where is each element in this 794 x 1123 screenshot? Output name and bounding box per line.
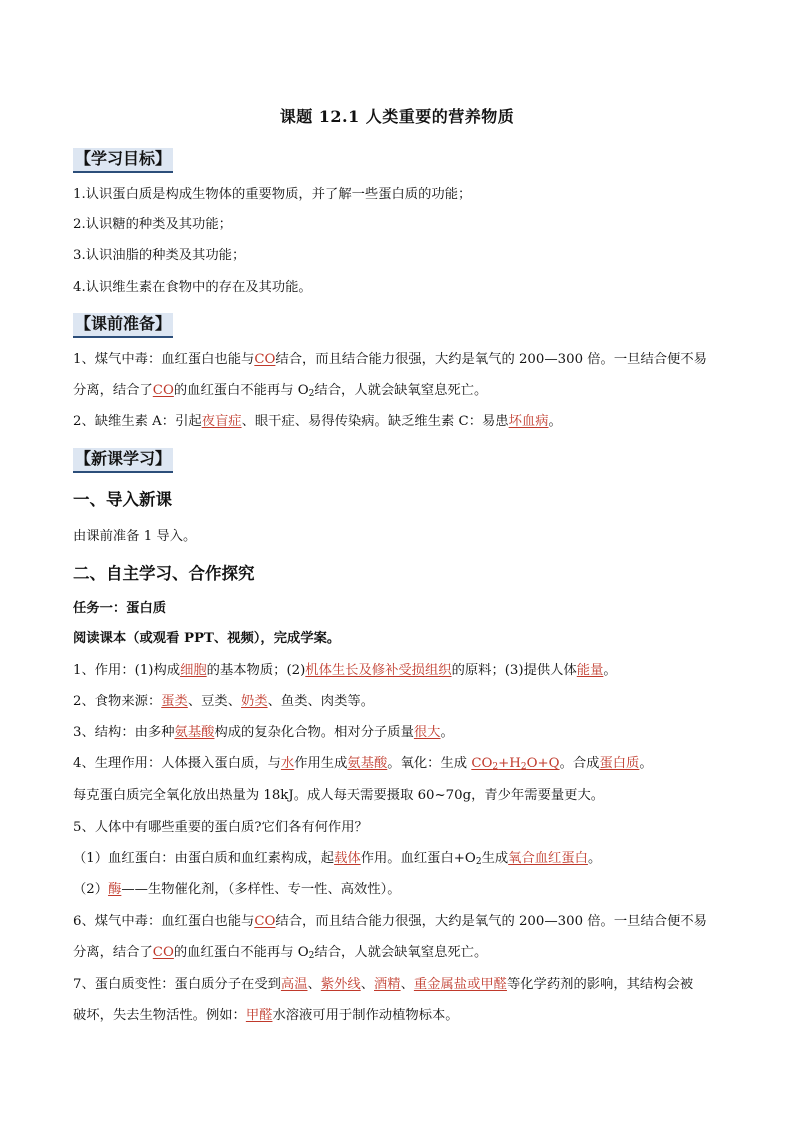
answer-blank: 载体: [334, 851, 361, 866]
answer-blank: 坏血病: [508, 414, 549, 429]
study-line-10: 分离，结合了CO的血红蛋白不能再与 $O_2$结合，人就会缺氧窒息死亡。: [73, 945, 488, 961]
answer-blank: 氨基酸: [174, 725, 215, 740]
study-heading: 二、自主学习、合作探究: [73, 564, 255, 583]
task-instruction: 阅读课本（或观看 PPT、视频），完成学案。: [73, 631, 341, 646]
answer-blank: 水: [280, 756, 295, 771]
section-heading-new: 【新课学习】: [73, 448, 173, 473]
answer-blank: 氨基酸: [347, 756, 388, 771]
study-line-3: 3、结构：由多种氨基酸构成的复杂化合物。相对分子质量很大。: [73, 725, 454, 740]
study-line-4: 4、生理作用：人体摄入蛋白质，与水作用生成氨基酸。氧化：生成 $CO_2+H_2O+Q$。合成蛋白质。: [73, 756, 653, 772]
study-line-1: 1、作用：(1)构成细胞的基本物质；(2)机体生长及修补受损组织的原料；(3)提供人体能量。: [73, 663, 617, 678]
task-title: 任务一：蛋白质: [73, 601, 167, 616]
goal-3: 3.认识油脂的种类及其功能；: [73, 248, 246, 263]
prep-line-3: 2、缺维生素 A：引起夜盲症、眼干症、易得传染病。缺乏维生素 C：易患坏血病。: [73, 414, 562, 429]
answer-blank: 蛋白质: [599, 756, 640, 771]
prep-line-2: 分离，结合了CO的血红蛋白不能再与 $O_2$结合，人就会缺氧窒息死亡。: [73, 383, 488, 399]
study-line-7: （1）血红蛋白：由蛋白质和血红素构成，起载体作用。血红蛋白$+O_2$生成氧合血红蛋白。: [73, 851, 602, 867]
answer-blank: CO: [254, 914, 276, 929]
study-line-8: （2）酶——生物催化剂，（多样性、专一性、高效性）。: [73, 882, 401, 897]
answer-blank: CO: [152, 383, 174, 398]
study-line-11: 7、蛋白质变性：蛋白质分子在受到高温、紫外线、酒精、重金属盐或甲醛等化学药剂的影响，其结构会被: [73, 977, 694, 992]
answer-blank: 能量: [576, 663, 604, 678]
prep-line-1: 1、煤气中毒：血红蛋白也能与CO结合，而且结合能力很强，大约是氧气的 200—300 倍。一旦结合便不易: [73, 352, 707, 367]
answer-blank: CO: [254, 352, 276, 367]
answer-blank: 酒精: [374, 977, 401, 992]
answer-blank: 机体生长及修补受损组织: [305, 663, 452, 678]
goal-2: 2.认识糖的种类及其功能；: [73, 217, 232, 232]
answer-blank: CO: [152, 945, 174, 960]
answer-blank: 很大: [413, 725, 441, 740]
answer-blank: 重金属盐或甲醛: [413, 977, 507, 992]
section-heading-prep: 【课前准备】: [73, 313, 173, 338]
page-title: 课题 12.1 人类重要的营养物质: [279, 107, 515, 126]
answer-blank: 紫外线: [320, 977, 361, 992]
answer-blank: 氧合血红蛋白: [508, 851, 588, 866]
intro-text: 由课前准备 1 导入。: [73, 529, 197, 544]
answer-blank-formula: $CO_2+H_2O+Q$: [471, 756, 560, 772]
answer-blank: 酶: [108, 882, 122, 897]
goal-4: 4.认识维生素在食物中的存在及其功能。: [73, 280, 312, 295]
answer-blank: 蛋类: [161, 694, 188, 709]
study-line-2: 2、食物来源：蛋类、豆类、奶类、鱼类、肉类等。: [73, 694, 374, 709]
intro-heading: 一、导入新课: [73, 490, 172, 509]
answer-blank: 高温: [280, 977, 308, 992]
answer-blank: 夜盲症: [201, 414, 242, 429]
goal-1: 1.认识蛋白质是构成生物体的重要物质，并了解一些蛋白质的功能；: [73, 187, 472, 202]
answer-blank: 奶类: [241, 694, 268, 709]
study-line-9: 6、煤气中毒：血红蛋白也能与CO结合，而且结合能力很强，大约是氧气的 200—300 倍。一旦结合便不易: [73, 914, 707, 929]
answer-blank: 细胞: [180, 663, 207, 678]
study-line-12: 破坏，失去生物活性。例如：甲醛水溶液可用于制作动植物标本。: [73, 1008, 459, 1023]
answer-blank: 甲醛: [245, 1008, 273, 1023]
study-line-6: 5、人体中有哪些重要的蛋白质?它们各有何作用？: [73, 820, 368, 835]
study-line-5: 每克蛋白质完全氧化放出热量为 18kJ。成人每天需要摄取 60~70g，青少年需要量更大。: [73, 788, 605, 803]
section-heading-goals: 【学习目标】: [73, 148, 173, 173]
